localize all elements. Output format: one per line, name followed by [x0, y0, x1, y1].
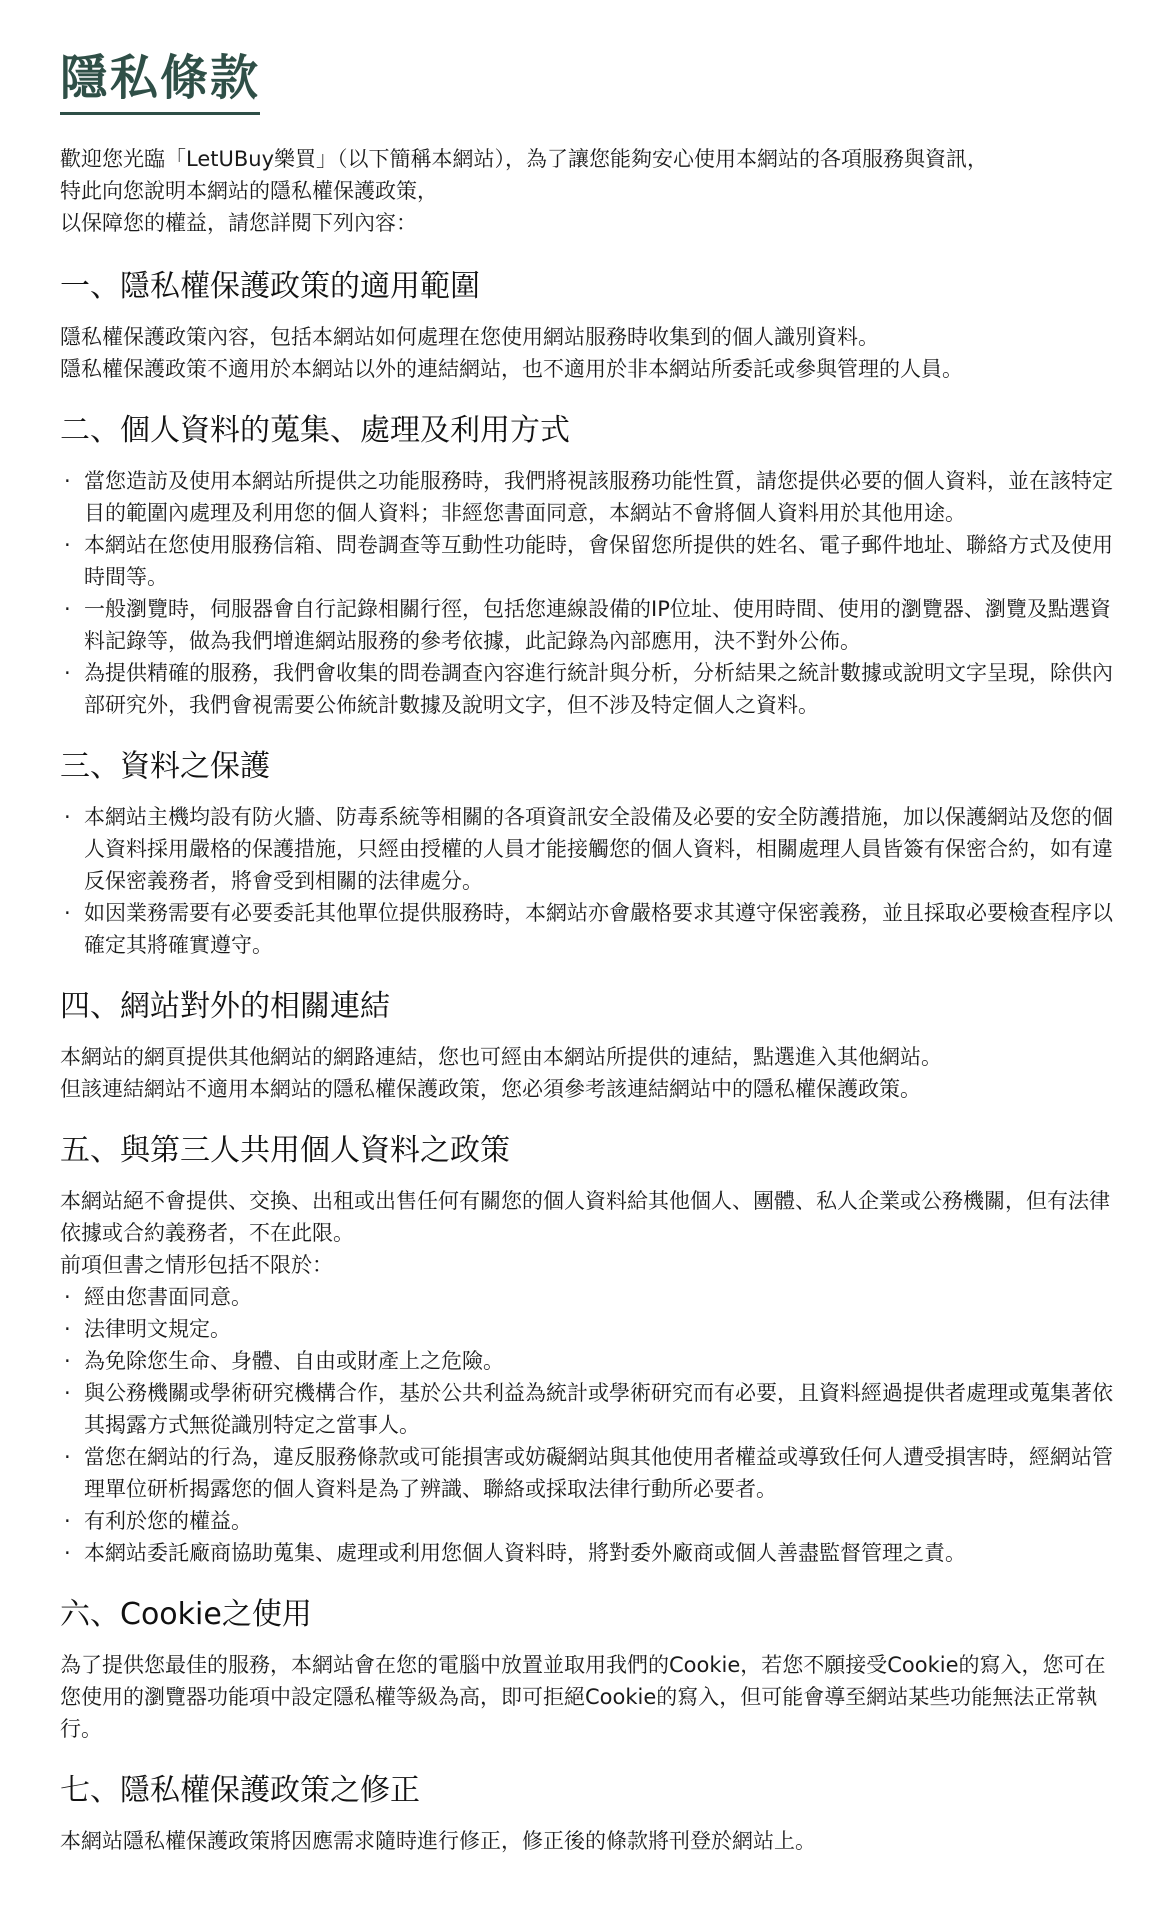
section-protection: [60, 747, 1114, 961]
section-paragraph: 本網站隱私權保護政策將因應需求隨時進行修正，修正後的條款將刊登於網站上。: [60, 1828, 816, 1853]
bullet-dot: ·: [64, 532, 71, 557]
list-item-text: 有利於您的權益。: [84, 1508, 252, 1533]
bullet-dot: ·: [64, 660, 71, 685]
section-paragraph: 前項但書之情形包括不限於：: [60, 1252, 333, 1277]
list-item: [60, 1537, 1114, 1569]
intro-line: 特此向您說明本網站的隱私權保護政策，: [60, 178, 438, 203]
list-item-text: 法律明文規定。: [84, 1316, 231, 1341]
bullet-dot: ·: [64, 1284, 71, 1309]
section-heading: 四、網站對外的相關連結: [60, 988, 390, 1024]
section-paragraph: 隱私權保護政策不適用於本網站以外的連結網站，也不適用於非本網站所委託或參與管理的人員。: [60, 356, 963, 381]
bullet-list: [60, 1281, 1114, 1569]
bullet-list: [60, 801, 1114, 961]
section-heading: 七、隱私權保護政策之修正: [60, 1772, 420, 1808]
list-item: [60, 1441, 1114, 1505]
list-item-text: 與公務機關或學術研究機構合作，基於公共利益為統計或學術研究而有必要，且資料經過提供者處理或蒐集著依其揭露方式無從識別特定之當事人。: [84, 1380, 1113, 1437]
list-item: [60, 897, 1114, 961]
list-item: [60, 1345, 1114, 1377]
bullet-dot: ·: [64, 1380, 71, 1405]
list-item-text: 如因業務需要有必要委託其他單位提供服務時，本網站亦會嚴格要求其遵守保密義務，並且採取必要檢查程序以確定其將確實遵守。: [84, 900, 1113, 957]
section-heading: 一、隱私權保護政策的適用範圍: [60, 268, 480, 304]
section-scope: [60, 267, 1114, 385]
list-item-text: 經由您書面同意。: [84, 1284, 252, 1309]
section-paragraph: 隱私權保護政策內容，包括本網站如何處理在您使用網站服務時收集到的個人識別資料。: [60, 324, 879, 349]
list-item: [60, 1313, 1114, 1345]
bullet-dot: ·: [64, 1508, 71, 1533]
section-paragraph: 為了提供您最佳的服務，本網站會在您的電腦中放置並取用我們的Cookie，若您不願接受Cookie的寫入，您可在您使用的瀏覽器功能項中設定隱私權等級為高，即可拒絕Cookie的寫入，但可能會導至網站某些功能無法正常執行。: [60, 1652, 1106, 1741]
bullet-list: [60, 465, 1114, 721]
list-item: [60, 1505, 1114, 1537]
list-item: [60, 529, 1114, 593]
section-cookie: [60, 1595, 1114, 1745]
section-paragraph: 但該連結網站不適用本網站的隱私權保護政策，您必須參考該連結網站中的隱私權保護政策。: [60, 1076, 921, 1101]
list-item: [60, 801, 1114, 897]
list-item-text: 為提供精確的服務，我們會收集的問卷調查內容進行統計與分析，分析結果之統計數據或說明文字呈現，除供內部研究外，我們會視需要公佈統計數據及說明文字，但不涉及特定個人之資料。: [84, 660, 1113, 717]
intro-line: 歡迎您光臨「LetUBuy樂買」（以下簡稱本網站），為了讓您能夠安心使用本網站的各項服務與資訊，: [60, 146, 988, 171]
section-amendment: [60, 1771, 1114, 1857]
list-item: [60, 465, 1114, 529]
list-item: [60, 657, 1114, 721]
bullet-dot: ·: [64, 1348, 71, 1373]
list-item-text: 本網站主機均設有防火牆、防毒系統等相關的各項資訊安全設備及必要的安全防護措施，加以保護網站及您的個人資料採用嚴格的保護措施，只經由授權的人員才能接觸您的個人資料，相關處理人員皆簽有保密合約，如有違反保密義務者，將會受到相關的法律處分。: [84, 804, 1113, 893]
list-item: [60, 1377, 1114, 1441]
section-collection: [60, 411, 1114, 721]
list-item: [60, 593, 1114, 657]
bullet-dot: ·: [64, 1316, 71, 1341]
section-paragraph: 本網站絕不會提供、交換、出租或出售任何有關您的個人資料給其他個人、團體、私人企業或公務機關，但有法律依據或合約義務者，不在此限。: [60, 1188, 1110, 1245]
list-item-text: 本網站委託廠商協助蒐集、處理或利用您個人資料時，將對委外廠商或個人善盡監督管理之責。: [84, 1540, 966, 1565]
list-item: [60, 1281, 1114, 1313]
section-heading: 五、與第三人共用個人資料之政策: [60, 1132, 510, 1168]
list-item-text: 當您造訪及使用本網站所提供之功能服務時，我們將視該服務功能性質，請您提供必要的個人資料，並在該特定目的範圍內處理及利用您的個人資料；非經您書面同意，本網站不會將個人資料用於其他用途。: [84, 468, 1113, 525]
bullet-dot: ·: [64, 1540, 71, 1565]
section-heading: 三、資料之保護: [60, 748, 270, 784]
bullet-dot: ·: [64, 468, 71, 493]
section-heading: 二、個人資料的蒐集、處理及利用方式: [60, 412, 570, 448]
section-paragraph: 本網站的網頁提供其他網站的網路連結，您也可經由本網站所提供的連結，點選進入其他網站。: [60, 1044, 942, 1069]
list-item-text: 本網站在您使用服務信箱、問卷調查等互動性功能時，會保留您所提供的姓名、電子郵件地址、聯絡方式及使用時間等。: [84, 532, 1113, 589]
page-title-wrapper: [60, 50, 260, 115]
page-title: 隱私條款: [60, 50, 261, 106]
intro-line: 以保障您的權益，請您詳閱下列內容：: [60, 210, 417, 235]
section-third-party: [60, 1131, 1114, 1569]
section-heading: 六、Cookie之使用: [60, 1596, 312, 1632]
bullet-dot: ·: [64, 1444, 71, 1469]
bullet-dot: ·: [64, 804, 71, 829]
list-item-text: 為免除您生命、身體、自由或財產上之危險。: [84, 1348, 504, 1373]
section-external-links: [60, 987, 1114, 1105]
bullet-dot: ·: [64, 900, 71, 925]
list-item-text: 當您在網站的行為，違反服務條款或可能損害或妨礙網站與其他使用者權益或導致任何人遭受損害時，經網站管理單位研析揭露您的個人資料是為了辨識、聯絡或採取法律行動所必要者。: [84, 1444, 1113, 1501]
bullet-dot: ·: [64, 596, 71, 621]
intro: [60, 143, 1114, 239]
list-item-text: 一般瀏覽時，伺服器會自行記錄相關行徑，包括您連線設備的IP位址、使用時間、使用的瀏覽器、瀏覽及點選資料記錄等，做為我們增進網站服務的參考依據，此記錄為內部應用，決不對外公佈。: [84, 596, 1111, 653]
